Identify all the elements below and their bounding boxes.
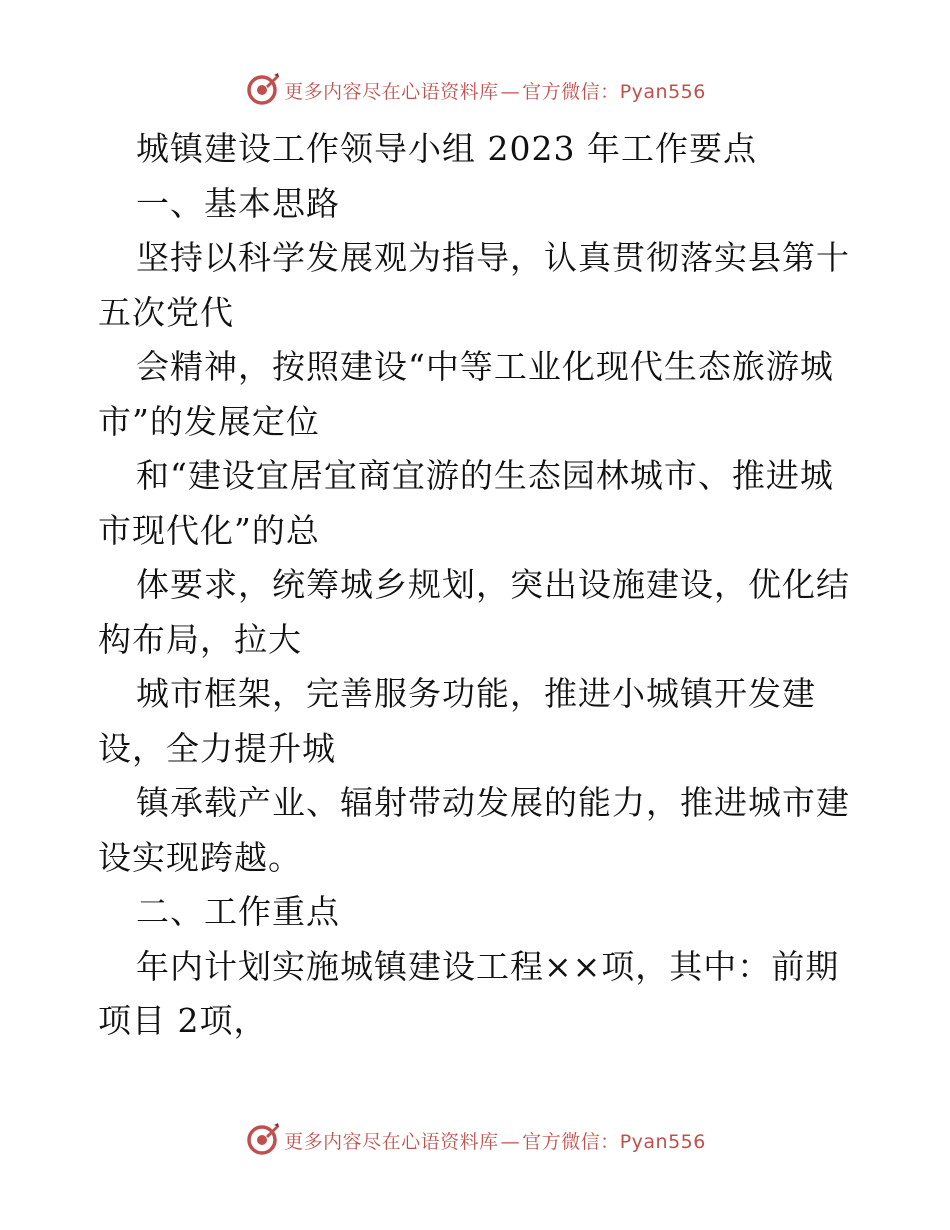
watermark-text: 更多内容尽在心语资料库 — 官方微信：Pyan556 [284,80,706,103]
pen-logo-icon [244,1122,280,1158]
text-line: 二、工作重点 [136,892,340,931]
text-line: 市”的发展定位 [98,401,320,441]
text-line: 和“建设宜居宜商宜游的生态园林城市、推进城 [136,456,834,495]
text-line: 坚持以科学发展观为指导，认真贯彻落实县第十 [136,238,850,277]
text-line: 项目 2项， [98,1001,268,1040]
text-line: 五次党代 [98,292,234,332]
text-line: 设实现跨越。 [98,837,302,877]
text-line: 会精神，按照建设“中等工业化现代生态旅游城 [136,347,834,386]
text-line: 城市框架，完善服务功能，推进小城镇开发建 [136,674,816,713]
text-line: 体要求，统筹城乡规划，突出设施建设，优化结 [136,565,850,604]
text-line: 年内计划实施城镇建设工程××项，其中：前期 [136,946,840,986]
watermark-text: 更多内容尽在心语资料库 — 官方微信：Pyan556 [284,1130,706,1153]
text-line: 设，全力提升城 [98,728,336,768]
text-line: 镇承载产业、辐射带动发展的能力，推进城市建 [136,783,850,822]
document-body [98,122,858,1049]
footer-watermark [0,1120,950,1160]
text-line: 一、基本思路 [136,183,340,223]
header-watermark [0,70,950,110]
text-line: 构布局，拉大 [98,619,302,659]
pen-logo-icon [244,72,280,108]
text-line: 市现代化”的总 [98,510,320,550]
text-line: 城镇建设工作领导小组 2023 年工作要点 [136,129,757,168]
